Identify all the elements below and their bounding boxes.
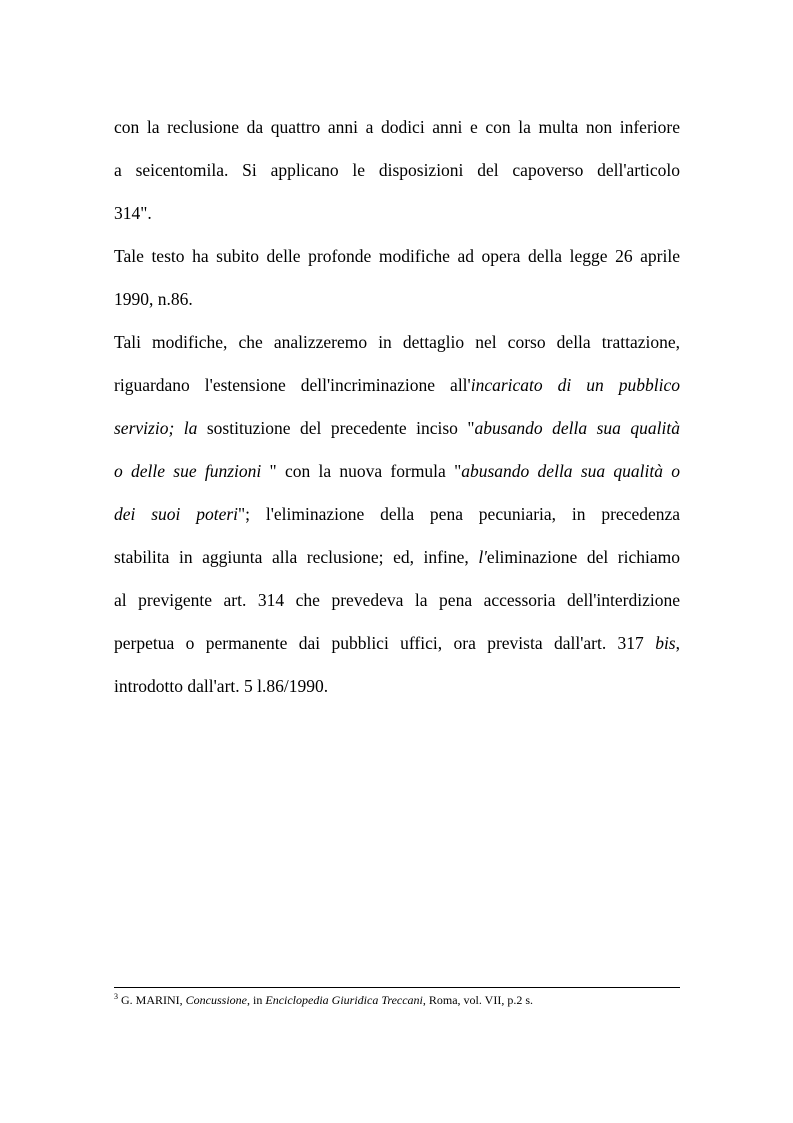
paragraph-1-line bbox=[114, 149, 680, 192]
paragraph-3-line bbox=[114, 579, 680, 622]
text-run: , bbox=[675, 633, 680, 653]
italic-text: abusando della sua qualità o bbox=[461, 461, 680, 481]
italic-text: servizio; la bbox=[114, 418, 198, 438]
text-run: a seicentomila. Si applicano le disposizioni del capoverso dell'articolo bbox=[114, 160, 680, 180]
text-run: "; l'eliminazione della pena pecuniaria, in precedenza bbox=[238, 504, 681, 524]
paragraph-3-line bbox=[114, 321, 680, 364]
text-run: al previgente art. 314 che prevedeva la pena accessoria dell'interdizione bbox=[114, 590, 680, 610]
text-run: con la reclusione da quattro anni a dodici anni e con la multa non inferiore bbox=[114, 117, 680, 137]
paragraph-3-line bbox=[114, 536, 680, 579]
text-run: Tali modifiche, che analizzeremo in dettaglio nel corso della trattazione, bbox=[114, 332, 680, 352]
italic-text: bis bbox=[655, 633, 676, 653]
paragraph-1-line bbox=[114, 192, 680, 235]
footnote-italic-text: Concussione bbox=[185, 993, 248, 1007]
text-run: sostituzione del precedente inciso " bbox=[197, 418, 475, 438]
text-run: perpetua o permanente dai pubblici uffici, ora prevista dall'art. 317 bbox=[114, 633, 656, 653]
italic-text: dei suoi poteri bbox=[114, 504, 239, 524]
paragraph-3-line bbox=[114, 493, 680, 536]
italic-text: incaricato di un pubblico bbox=[470, 375, 680, 395]
paragraph-1-line bbox=[114, 106, 680, 149]
footnote-text-run: G. MARINI, bbox=[118, 993, 186, 1007]
footnote-italic-text: Enciclopedia Giuridica Treccani bbox=[265, 993, 423, 1007]
body-text bbox=[114, 106, 680, 708]
footnote-text-run: , in bbox=[247, 993, 266, 1007]
paragraph-2-line bbox=[114, 278, 680, 321]
paragraph-3-line bbox=[114, 364, 680, 407]
footnote-text bbox=[118, 993, 533, 1007]
text-run: Tale testo ha subito delle profonde modifiche ad opera della legge 26 aprile bbox=[114, 246, 680, 266]
paragraph-3-line bbox=[114, 450, 680, 493]
text-run: eliminazione del richiamo bbox=[486, 547, 680, 567]
footnote-number: 3 bbox=[114, 992, 118, 1001]
paragraph-3-line bbox=[114, 622, 680, 665]
paragraph-3-line bbox=[114, 665, 680, 708]
text-run: 1990, n.86. bbox=[114, 289, 193, 309]
text-run: riguardano l'estensione dell'incriminazione all' bbox=[114, 375, 471, 395]
italic-text: l' bbox=[478, 547, 487, 567]
italic-text: abusando della sua qualità bbox=[474, 418, 680, 438]
footnote bbox=[114, 992, 680, 1008]
text-run: stabilita in aggiunta alla reclusione; ed, infine, bbox=[114, 547, 479, 567]
footnote-text-run: , Roma, vol. VII, p.2 s. bbox=[422, 993, 533, 1007]
footnote-divider bbox=[114, 987, 680, 988]
italic-text: o delle sue funzioni bbox=[114, 461, 262, 481]
text-run: 314". bbox=[114, 203, 152, 223]
text-run: " con la nuova formula " bbox=[261, 461, 462, 481]
text-run: introdotto dall'art. 5 l.86/1990. bbox=[114, 676, 329, 696]
paragraph-2-line bbox=[114, 235, 680, 278]
paragraph-3-line bbox=[114, 407, 680, 450]
